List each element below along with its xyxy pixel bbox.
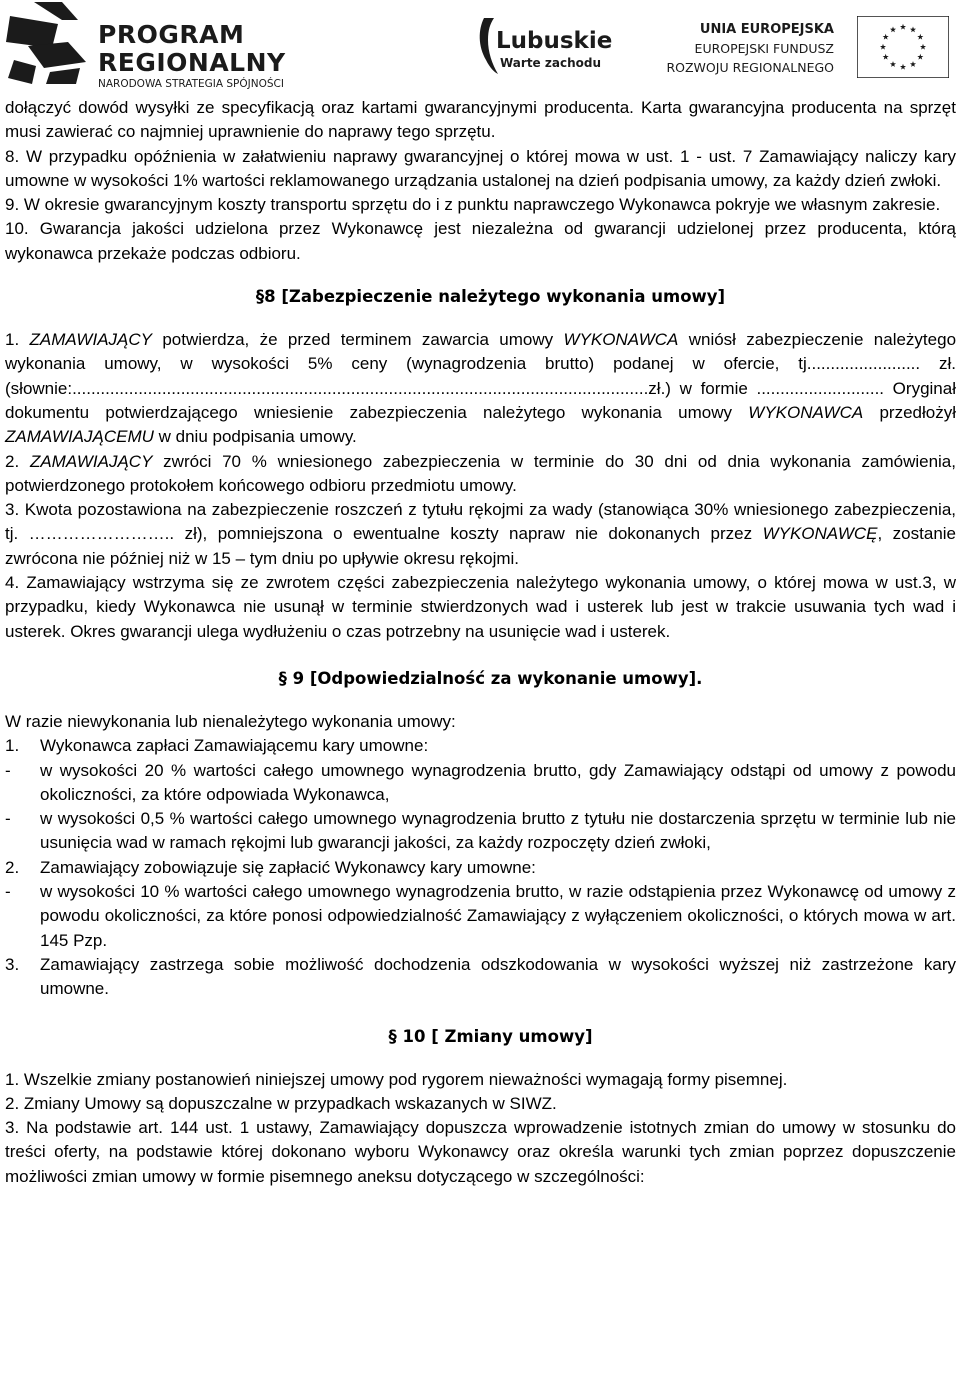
lubuskie-logo-tagline: Warte zachodu [500,56,601,70]
eu-logo-line3: ROZWOJU REGIONALNEGO [666,60,834,75]
paragraph-10: 10. Gwarancja jakości udzielona przez Wykonawcę jest niezależna od gwarancji udzielonej przez producenta, którą wykonawca przekaże podczas odbioru. [5,219,956,263]
section-10-paragraph-2: 2. Zmiany Umowy są dopuszczalne w przypadkach wskazanych w SIWZ. [5,1093,557,1113]
paragraph-9: 9. W okresie gwarancyjnym koszty transportu sprzętu do i z punktu naprawczego Wykonawca pokryje we własnym zakresie. [5,195,941,215]
eu-star-icon [890,61,896,67]
section-9-item-2: 2. Zamawiający zobowiązuje się zapłacić Wykonawcy kary umowne: [5,857,536,877]
program-logo-line2: REGIONALNY [98,48,286,77]
section-8-paragraph-1: 1. ZAMAWIAJĄCY potwierdza, że przed terminem zawarcia umowy WYKONAWCA wniósł zabezpieczenie należytego wykonania umowy, w wysokości 5% ceny (wynagrodzenia brutto) podanej w ofercie, tj........................ zł.(słownie:..........................................................................................................................zł.) w formie ........................... Oryginał dokumentu potwierdzającego wniesienie zabezpieczenia należytego wykonania umowy WYKONAWCA przedłożył ZAMAWIAJĄCEMU w dniu podpisania umowy. [5,330,957,447]
eu-star-icon [890,26,896,32]
eu-star-icon [900,64,906,70]
program-logo-line3: NARODOWA STRATEGIA SPÓJNOŚCI [98,78,284,90]
eu-star-icon [883,34,889,40]
eu-logo-line1: UNIA EUROPEJSKA [699,22,834,37]
section-8-paragraph-2: 2. ZAMAWIAJĄCY zwróci 70 % wniesionego zabezpieczenia w terminie do 30 dni od dnia wykonania zamówienia, potwierdzonego protokołem końcowego odbioru przedmiotu umowy. [5,451,956,495]
section-9-item-1a: - w wysokości 20 % wartości całego umownego wynagrodzenia brutto, gdy Zamawiający odstąpi od umowy z powodu okoliczności, za które odpowiada Wykonawca, [5,760,956,804]
section-9-item-3: 3. Zamawiający zastrzega sobie możliwość dochodzenia odszkodowania w wysokości wyższej niż zastrzeżone kary umowne. [5,954,956,999]
eu-logo-line2: EUROPEJSKI FUNDUSZ [694,41,834,56]
paragraph-7-continuation: dołączyć dowód wysyłki ze specyfikacją oraz kartami gwarancyjnymi producenta. Karta gwarancyjna producenta na sprzęt musi zawierać co najmniej uprawnienie do naprawy tego sprzętu. [5,98,956,142]
eu-star-icon [917,54,923,60]
section-9-item-2a: - w wysokości 10 % wartości całego umownego wynagrodzenia brutto, w razie odstąpienia przez Wykonawcę od umowy z powodu okoliczności, za które ponosi odpowiedzialność Zamawiający z wyłączeniem okoliczności, o których mowa w art. 145 Pzp. [5,882,956,950]
section-9-item-1: 1. Wykonawca zapłaci Zamawiającemu kary umowne: [5,736,429,756]
eu-star-icon [910,26,916,32]
eu-star-icon [917,34,923,40]
eu-star-icon [883,54,889,60]
section-9-heading: § 9 [Odpowiedzialność za wykonanie umowy]. [278,668,703,688]
section-9-lead: W razie niewykonania lub nienależytego wykonania umowy: [5,711,456,731]
section-8-paragraph-4: 4. Zamawiający wstrzyma się ze zwrotem części zabezpieczenia należytego wykonania umowy, o której mowa w ust.3, w przypadku, kiedy Wykonawca nie usunął w terminie stwierdzonych wad i usterek lub jest w trakcie usuwania tych wad i usterek. Okres gwarancji ulega wydłużeniu o czas potrzebny na usunięcie wad i usterek. [5,573,956,641]
lubuskie-logo [476,6,656,84]
eu-star-icon [910,61,916,67]
logo-header [0,0,960,92]
eu-star-icon [920,44,926,50]
section-8-heading: §8 [Zabezpieczenie należytego wykonania umowy] [255,287,726,307]
eu-star-icon [880,44,886,50]
section-9-item-1b: - w wysokości 0,5 % wartości całego umownego wynagrodzenia brutto z tytułu nie dostarczenia sprzętu w terminie lub nie usunięcia wad w ramach rękojmi lub gwarancji jakości, za każdy rozpoczęty dzień zwłoki, [5,809,956,853]
program-regionalny-mark-icon [6,2,86,84]
eu-star-icon [900,24,906,30]
program-logo-line1: PROGRAM [98,20,245,49]
section-8-paragraph-3: 3. Kwota pozostawiona na zabezpieczenie roszczeń z tytułu rękojmi za wady (stanowiąca 30% wniesionego zabezpieczenia, tj. …………………….. zł), pomniejszona o ewentualne koszty napraw nie dokonanych przez WYKONAWCĘ, zostanie zwrócona nie później niż w 15 – tym dniu po upływie okresu rękojmi. [5,500,957,568]
lubuskie-logo-name: Lubuskie [496,28,613,54]
section-10-paragraph-1: 1. Wszelkie zmiany postanowień niniejszej umowy pod rygorem nieważności wymagają formy pisemnej. [5,1069,788,1089]
document-body [5,96,956,1189]
eu-flag-icon [857,16,949,78]
section-10-heading: § 10 [ Zmiany umowy] [388,1026,593,1046]
section-10-paragraph-3: 3. Na podstawie art. 144 ust. 1 ustawy, Zamawiający dopuszcza wprowadzenie istotnych zmian do umowy w stosunku do treści oferty, na podstawie której dokonano wyboru Wykonawcy oraz określa warunki tych zmian poprzez dopuszczenie możliwości zmian umowy w formie pisemnego aneksu dotyczącego w szczególności: [5,1118,956,1186]
program-regionalny-logo [6,2,306,90]
eu-logo [660,16,956,78]
paragraph-8: 8. W przypadku opóźnienia w załatwieniu naprawy gwarancyjnej o której mowa w ust. 1 - ust. 7 Zamawiający naliczy kary umowne w wysokości 1% wartości reklamowanego urządzania ustalonej na dzień podpisania umowy, za każdy dzień zwłoki. [5,146,956,190]
eu-logo-text [660,20,834,77]
